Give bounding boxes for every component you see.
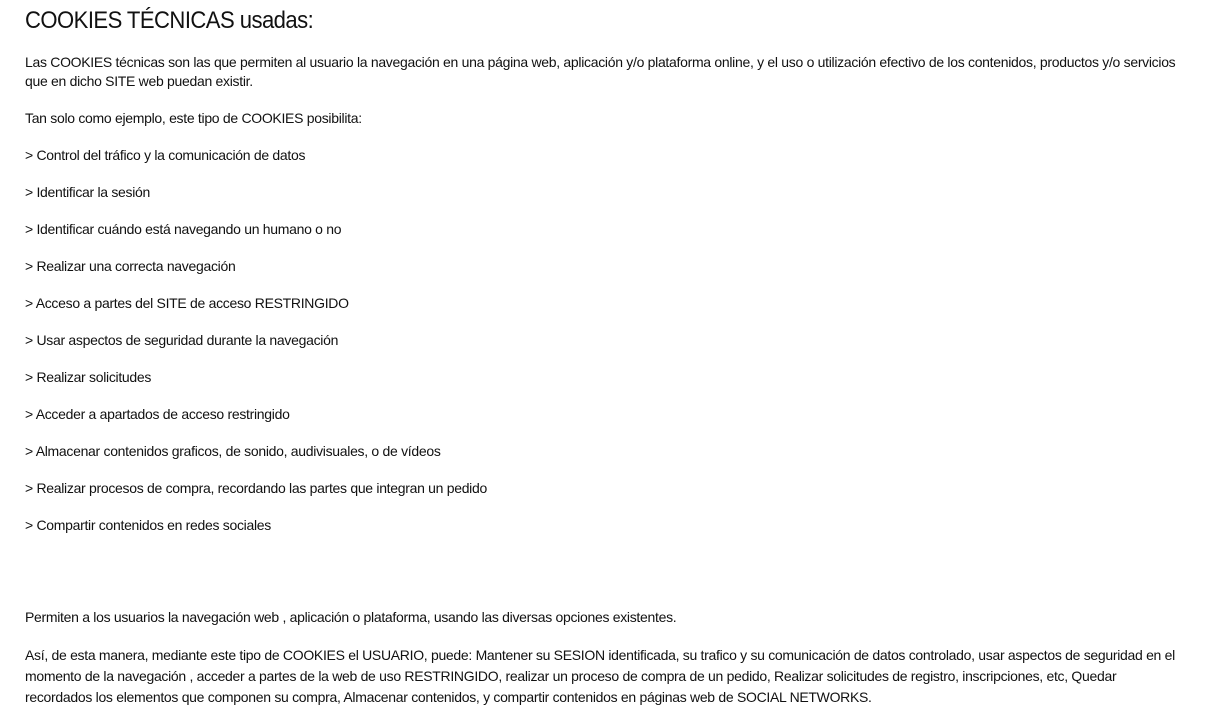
list-item: > Realizar procesos de compra, recordando las partes que integran un pedido	[25, 480, 487, 496]
example-lead-text: Tan solo como ejemplo, este tipo de COOKIES posibilita:	[25, 110, 362, 126]
list-item: > Realizar solicitudes	[25, 369, 152, 385]
page-title: COOKIES TÉCNICAS usadas:	[25, 7, 314, 34]
list-item: > Control del tráfico y la comunicación de datos	[25, 147, 306, 163]
closing-paragraph: Así, de esta manera, mediante este tipo de COOKIES el USUARIO, puede: Mantener su SESION identificada, su trafico y su comunicación de datos controlado, usar aspectos de seguridad en el momento de la navegación , acceder a partes de la web de uso RESTRINGIDO, realizar un proceso de compra de un pedido, Realizar solicitudes de registro, inscripciones, etc, Quedar recordados los elementos que componen su compra, Almacenar contenidos, y compartir contenidos en páginas web de SOCIAL NETWORKS.	[25, 647, 1175, 705]
intro-paragraph: Las COOKIES técnicas son las que permiten al usuario la navegación en una página web, aplicación y/o plataforma online, y el uso o utilización efectivo de los contenidos, productos y/o servicios que en dicho SITE web puedan existir.	[25, 54, 1176, 89]
list-item: > Compartir contenidos en redes sociales	[25, 517, 271, 533]
list-item: > Identificar cuándo está navegando un humano o no	[25, 221, 342, 237]
capabilities-list	[25, 146, 1193, 535]
list-item: > Identificar la sesión	[25, 184, 151, 200]
list-item: > Realizar una correcta navegación	[25, 258, 236, 274]
list-item: > Acceso a partes del SITE de acceso RESTRINGIDO	[25, 295, 349, 311]
list-item: > Usar aspectos de seguridad durante la navegación	[25, 332, 339, 348]
list-item: > Acceder a apartados de acceso restringido	[25, 406, 290, 422]
list-item: > Almacenar contenidos graficos, de sonido, audivisuales, o de vídeos	[25, 443, 441, 459]
summary-paragraph: Permiten a los usuarios la navegación web , aplicación o plataforma, usando las diversas opciones existentes.	[25, 609, 677, 625]
